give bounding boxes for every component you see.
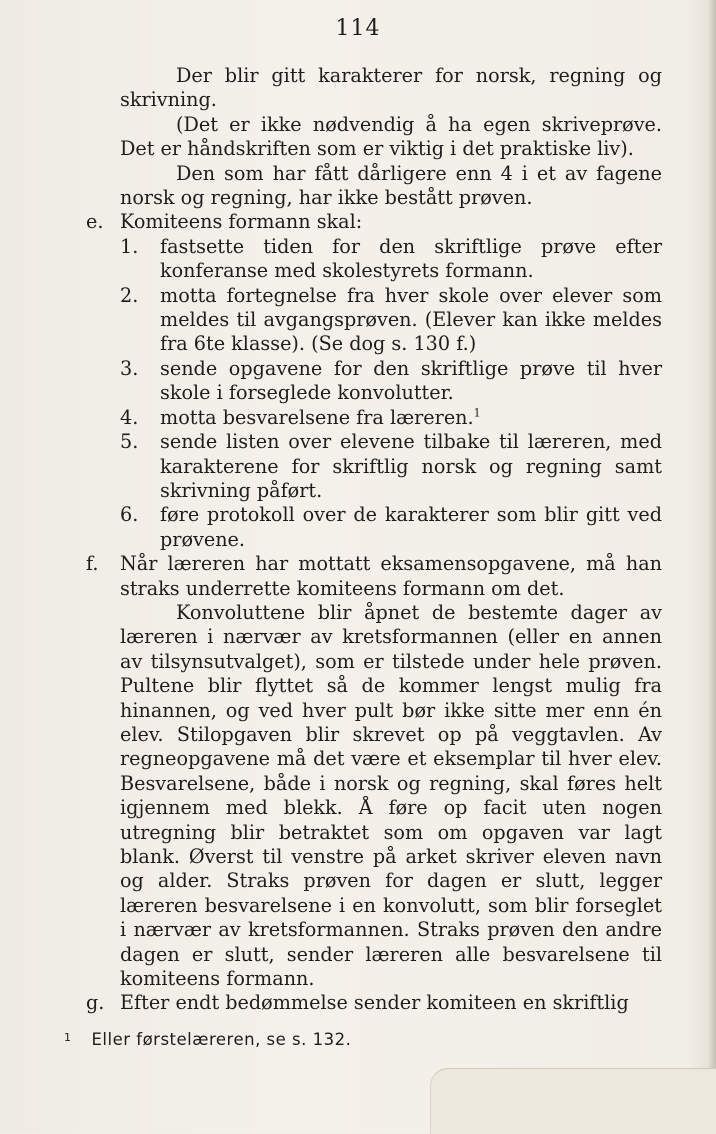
section-e-heading	[86, 210, 662, 234]
page-edge-shadow	[708, 0, 716, 1133]
list-item	[120, 284, 662, 357]
section-f-continuation: Konvoluttene blir åpnet de bestemte dager av læreren i nærvær av kretsformannen (eller en annen av tilsynsutvalget), som er tilstede under hele prøven. Pultene blir flyttet så de kommer lengst mulig fra hinannen, og ved hver pult bør ikke sitte mer enn én elev. Stilopgaven blir skrevet op på veggtavlen. Av regneopgavene må det være et eksemplar til hver elev. Besvarelsene, både i norsk og regning, skal føres helt igjennem med blekk. Å føre op facit uten nogen utregning blir betraktet som om opgaven var lagt blank. Øverst til venstre på arket skriver eleven navn og alder. Straks prøven for dagen er slutt, legger læreren besvarelsene i en konvolutt, som blir forseglet i nærvær av kretsformannen. Straks prøven den andre dagen er slutt, sender læreren alle besvarelsene til komiteens formann.	[120, 600, 662, 991]
section-f-text: Når læreren har mottatt eksamensopgavene, må han straks underrette komiteens formann om det.	[120, 552, 662, 600]
section-e-list	[120, 235, 662, 552]
section-e-label: e.	[86, 210, 104, 234]
section-g-label: g.	[86, 991, 105, 1015]
paper-scrap-edge	[430, 1068, 716, 1134]
list-item-number: 2.	[120, 283, 139, 307]
list-item-text: føre protokoll over de karakterer som blir gitt ved prøvene.	[160, 503, 662, 551]
list-item	[120, 430, 662, 503]
list-item-text: fastsette tiden for den skriftlige prøve efter konferanse med skolestyrets formann.	[160, 234, 662, 283]
paragraph-handwriting: (Det er ikke nødvendig å ha egen skriveprøve. Det er håndskriften som er viktig i det praktiske liv).	[120, 112, 662, 161]
list-item	[120, 357, 662, 406]
section-e-heading-text: Komiteens formann skal:	[120, 210, 363, 234]
list-item-number: 1.	[120, 234, 139, 258]
list-item-text: motta fortegnelse fra hver skole over elever som meldes til avgangsprøven. (Elever kan ikke meldes fra 6te klasse). (Se dog s. 130 f.)	[160, 283, 662, 356]
section-g-text: Efter endt bedømmelse sender komiteen en skriftlig	[120, 991, 629, 1015]
footnote-mark: 1	[64, 1031, 72, 1044]
page-number: 114	[335, 16, 381, 41]
paragraph-passing: Den som har fått dårligere enn 4 i et av fagene norsk og regning, har ikke bestått prøven.	[120, 161, 662, 210]
list-item-number: 4.	[120, 405, 139, 429]
footnote-text: Eller førstelæreren, se s. 132.	[91, 1030, 352, 1049]
section-f	[86, 552, 662, 601]
list-item-text: sende listen over elevene tilbake til læreren, med karakterene for skriftlig norsk og regning samt skrivning påført.	[160, 430, 662, 502]
list-item-number: 6.	[120, 503, 139, 527]
list-item-number: 5.	[120, 430, 139, 454]
paragraph-grading: Der blir gitt karakterer for norsk, regning og skrivning.	[120, 64, 662, 112]
list-item	[120, 406, 662, 430]
list-item-text: sende opgavene for den skriftlige prøve til hver skole i forseglede konvolutter.	[160, 356, 662, 405]
section-f-label: f.	[86, 552, 99, 576]
list-item-text: motta besvarelsene fra læreren.	[160, 405, 474, 429]
section-g	[86, 991, 662, 1015]
footnote-reference: 1	[473, 406, 481, 420]
list-item-number: 3.	[120, 356, 139, 380]
list-item	[120, 235, 662, 284]
list-item	[120, 503, 662, 552]
page-body	[86, 64, 662, 1016]
footnote	[64, 1029, 664, 1051]
